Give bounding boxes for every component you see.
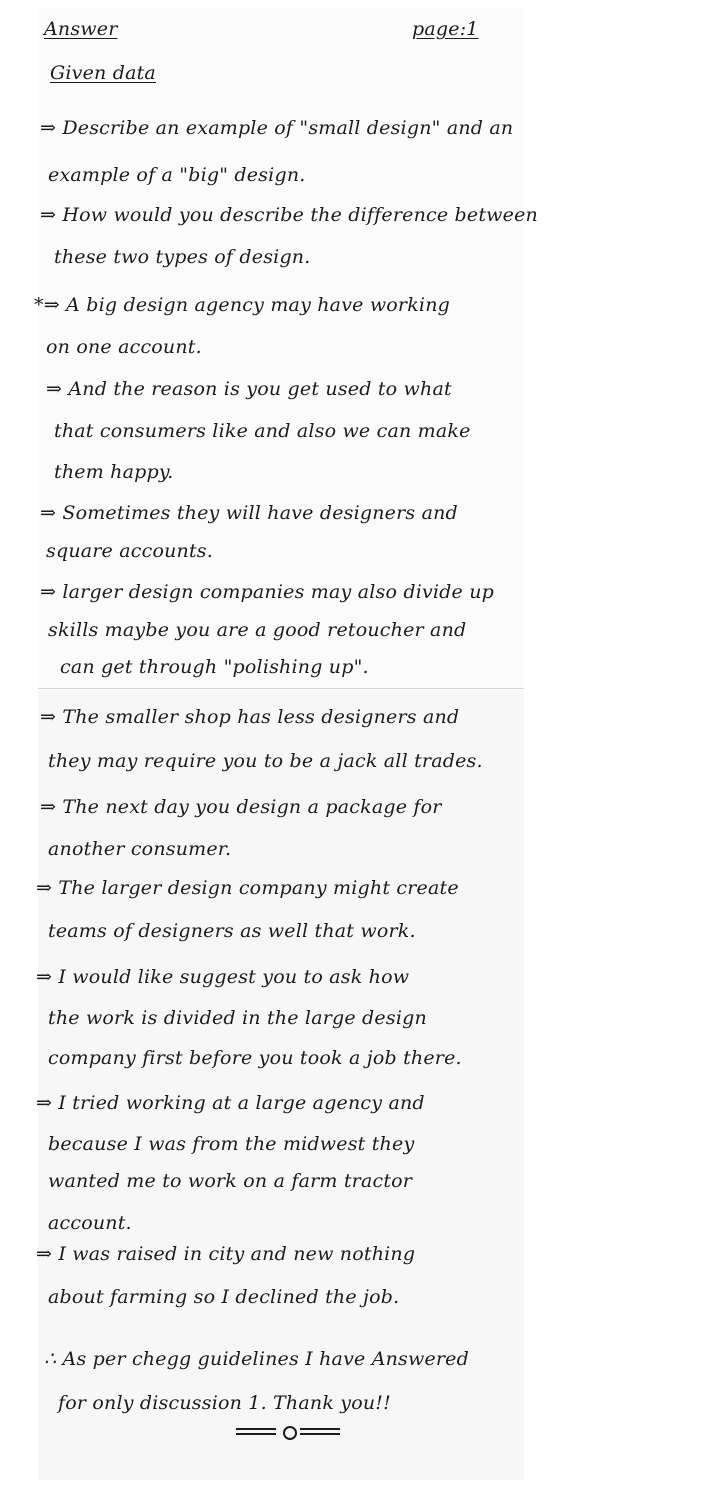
text-line: for only discussion 1. Thank you!! <box>58 1392 391 1414</box>
text-line: ⇒ I would like suggest you to ask how <box>36 966 410 988</box>
text-line: the work is divided in the large design <box>48 1007 427 1029</box>
text-line: ⇒ The larger design company might create <box>36 877 459 899</box>
text-line: wanted me to work on a farm tractor <box>48 1170 413 1192</box>
text-line: on one account. <box>46 336 202 358</box>
text-line: ⇒ The next day you design a package for <box>40 796 442 818</box>
text-line: these two types of design. <box>54 246 311 268</box>
text-line: company first before you took a job there. <box>48 1047 462 1069</box>
text-line: account. <box>48 1212 132 1234</box>
text-line: skills maybe you are a good retoucher and <box>48 619 467 641</box>
text-line: *⇒ A big design agency may have working <box>34 294 450 316</box>
text-line: ⇒ Sometimes they will have designers and <box>40 502 458 524</box>
text-line: that consumers like and also we can make <box>54 420 471 442</box>
end-of-answer-mark <box>236 1426 346 1440</box>
text-line: because I was from the midwest they <box>48 1133 415 1155</box>
text-line: ∴ As per chegg guidelines I have Answered <box>44 1348 469 1370</box>
text-line: can get through "polishing up". <box>60 656 369 678</box>
text-line: ⇒ I was raised in city and new nothing <box>36 1243 416 1265</box>
given-data-heading: Given data <box>50 62 156 84</box>
text-line: them happy. <box>54 461 174 483</box>
text-line: ⇒ Describe an example of "small design" and an <box>40 117 514 139</box>
text-line: teams of designers as well that work. <box>48 920 416 942</box>
text-line: they may require you to be a jack all trades. <box>48 750 483 772</box>
text-line: ⇒ And the reason is you get used to what <box>46 378 452 400</box>
text-line: about farming so I declined the job. <box>48 1286 400 1308</box>
text-line: another consumer. <box>48 838 232 860</box>
text-line: ⇒ larger design companies may also divide up <box>40 581 495 603</box>
text-line: ⇒ I tried working at a large agency and <box>36 1092 425 1114</box>
text-line: example of a "big" design. <box>48 164 306 186</box>
text-line: square accounts. <box>46 540 213 562</box>
text-line: ⇒ The smaller shop has less designers and <box>40 706 460 728</box>
answer-heading: Answer <box>44 18 118 40</box>
page-number: page:1 <box>412 18 479 40</box>
text-line: ⇒ How would you describe the difference between <box>40 204 538 226</box>
sheet-divider <box>38 688 524 689</box>
